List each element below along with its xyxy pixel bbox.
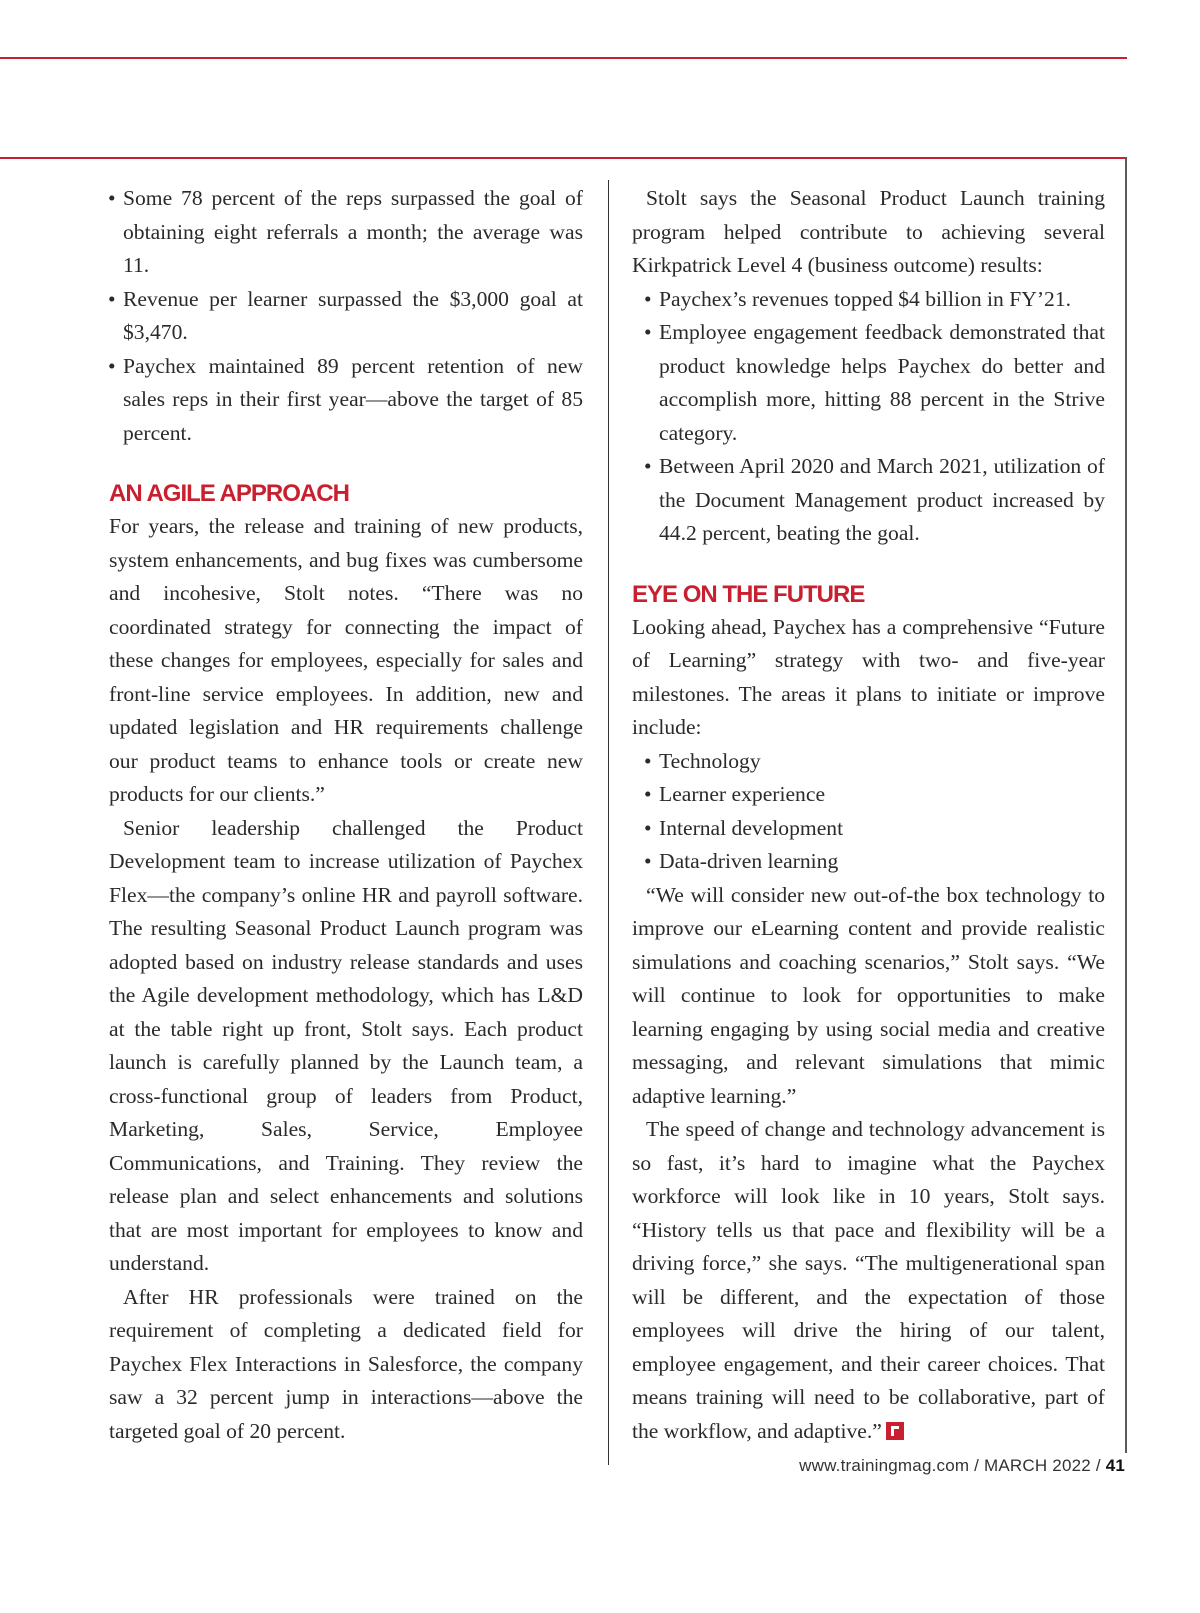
list-item: • Paychex maintained 89 percent retention of new sales reps in their first year—above the target of 85 percent. bbox=[108, 353, 583, 445]
list-item: • Learner experience bbox=[644, 782, 826, 806]
footer-website-link[interactable]: www.trainingmag.com bbox=[799, 1456, 970, 1475]
column-divider bbox=[608, 180, 609, 1465]
left-column bbox=[109, 182, 583, 1448]
page-footer: www.trainingmag.com / MARCH 2022 / 41 bbox=[799, 1456, 1125, 1475]
body-paragraph: After HR professionals were trained on the requirement of completing a dedicated field for Paychex Flex Interactions in Salesforce, the company saw a 32 percent jump in interactions—above the targeted goal of 20 percent. bbox=[109, 1284, 583, 1443]
end-of-article-icon bbox=[886, 1422, 904, 1440]
list-item: • Employee engagement feedback demonstrated that product knowledge helps Paychex do better and accomplish more, hitting 88 percent in the Strive category. bbox=[644, 320, 1105, 445]
list-item: • Data-driven learning bbox=[644, 849, 839, 873]
header-red-rule bbox=[0, 157, 1127, 159]
list-item: • Revenue per learner surpassed the $3,000 goal at $3,470. bbox=[108, 286, 583, 344]
results-bullet-list bbox=[95, 182, 583, 450]
right-column bbox=[632, 182, 1105, 1448]
footer-issue: MARCH 2022 bbox=[984, 1456, 1091, 1475]
section-heading-future: EYE ON THE FUTURE bbox=[632, 580, 865, 608]
list-item: • Some 78 percent of the reps surpassed the goal of obtaining eight referrals a month; the average was 11. bbox=[108, 186, 583, 277]
body-paragraph: For years, the release and training of new products, system enhancements, and bug fixes was cumbersome and incohesive, Stolt notes. “There was no coordinated strategy for connecting the impact of these changes for employees, especially for sales and front-line service employees. In addition, new and updated legislation and HR requirements challenge our product teams to enhance tools or create new products for our clients.” bbox=[109, 514, 583, 806]
list-item: • Internal development bbox=[644, 815, 844, 840]
page-edge-bar bbox=[1125, 157, 1127, 1453]
body-paragraph: “We will consider new out-of-the box technology to improve our eLearning content and provide realistic simulations and coaching scenarios,” Stolt says. “We will continue to look for opportunities to make learning engaging by using social media and creative messaging, and relevant simulations that mimic adaptive learning.” bbox=[632, 882, 1105, 1108]
body-paragraph: Looking ahead, Paychex has a comprehensive “Future of Learning” strategy with two- and five-year milestones. The areas it plans to initiate or improve include: bbox=[632, 614, 1105, 739]
top-red-rule bbox=[0, 57, 1127, 59]
body-paragraph: The speed of change and technology advancement is so fast, it’s hard to imagine what the Paychex workforce will look like in 10 years, Stolt says. “History tells us that pace and flexibility will be a driving force,” she says. “The multigenerational span will be different, and the expectation of those employees will drive the hiring of our talent, employee engagement, and their career choices. That means training will need to be collaborative, part of the workflow, and adaptive.” bbox=[632, 1117, 1105, 1443]
section-heading-agile: AN AGILE APPROACH bbox=[109, 480, 349, 507]
list-item: • Technology bbox=[644, 748, 761, 773]
list-item: • Paychex’s revenues topped $4 billion in FY’21. bbox=[644, 286, 1072, 311]
list-item: • Between April 2020 and March 2021, utilization of the Document Management product increased by 44.2 percent, beating the goal. bbox=[644, 454, 1105, 545]
focus-areas-list bbox=[632, 745, 1105, 879]
outcomes-bullet-list bbox=[632, 283, 1105, 551]
body-paragraph: Stolt says the Seasonal Product Launch training program helped contribute to achieving several Kirkpatrick Level 4 (business outcome) results: bbox=[632, 186, 1105, 277]
body-paragraph: Senior leadership challenged the Product Development team to increase utilization of Paychex Flex—the company’s online HR and payroll software. The resulting Seasonal Product Launch program was adopted based on industry release standards and uses the Agile development methodology, which has L&D at the table right up front, Stolt says. Each product launch is carefully planned by the Launch team, a cross-functional group of leaders from Product, Marketing, Sales, Service, Employee Communications, and Training. They review the release plan and select enhancements and solutions that are most important for employees to know and understand. bbox=[109, 815, 583, 1275]
page-number: 41 bbox=[1105, 1456, 1125, 1475]
